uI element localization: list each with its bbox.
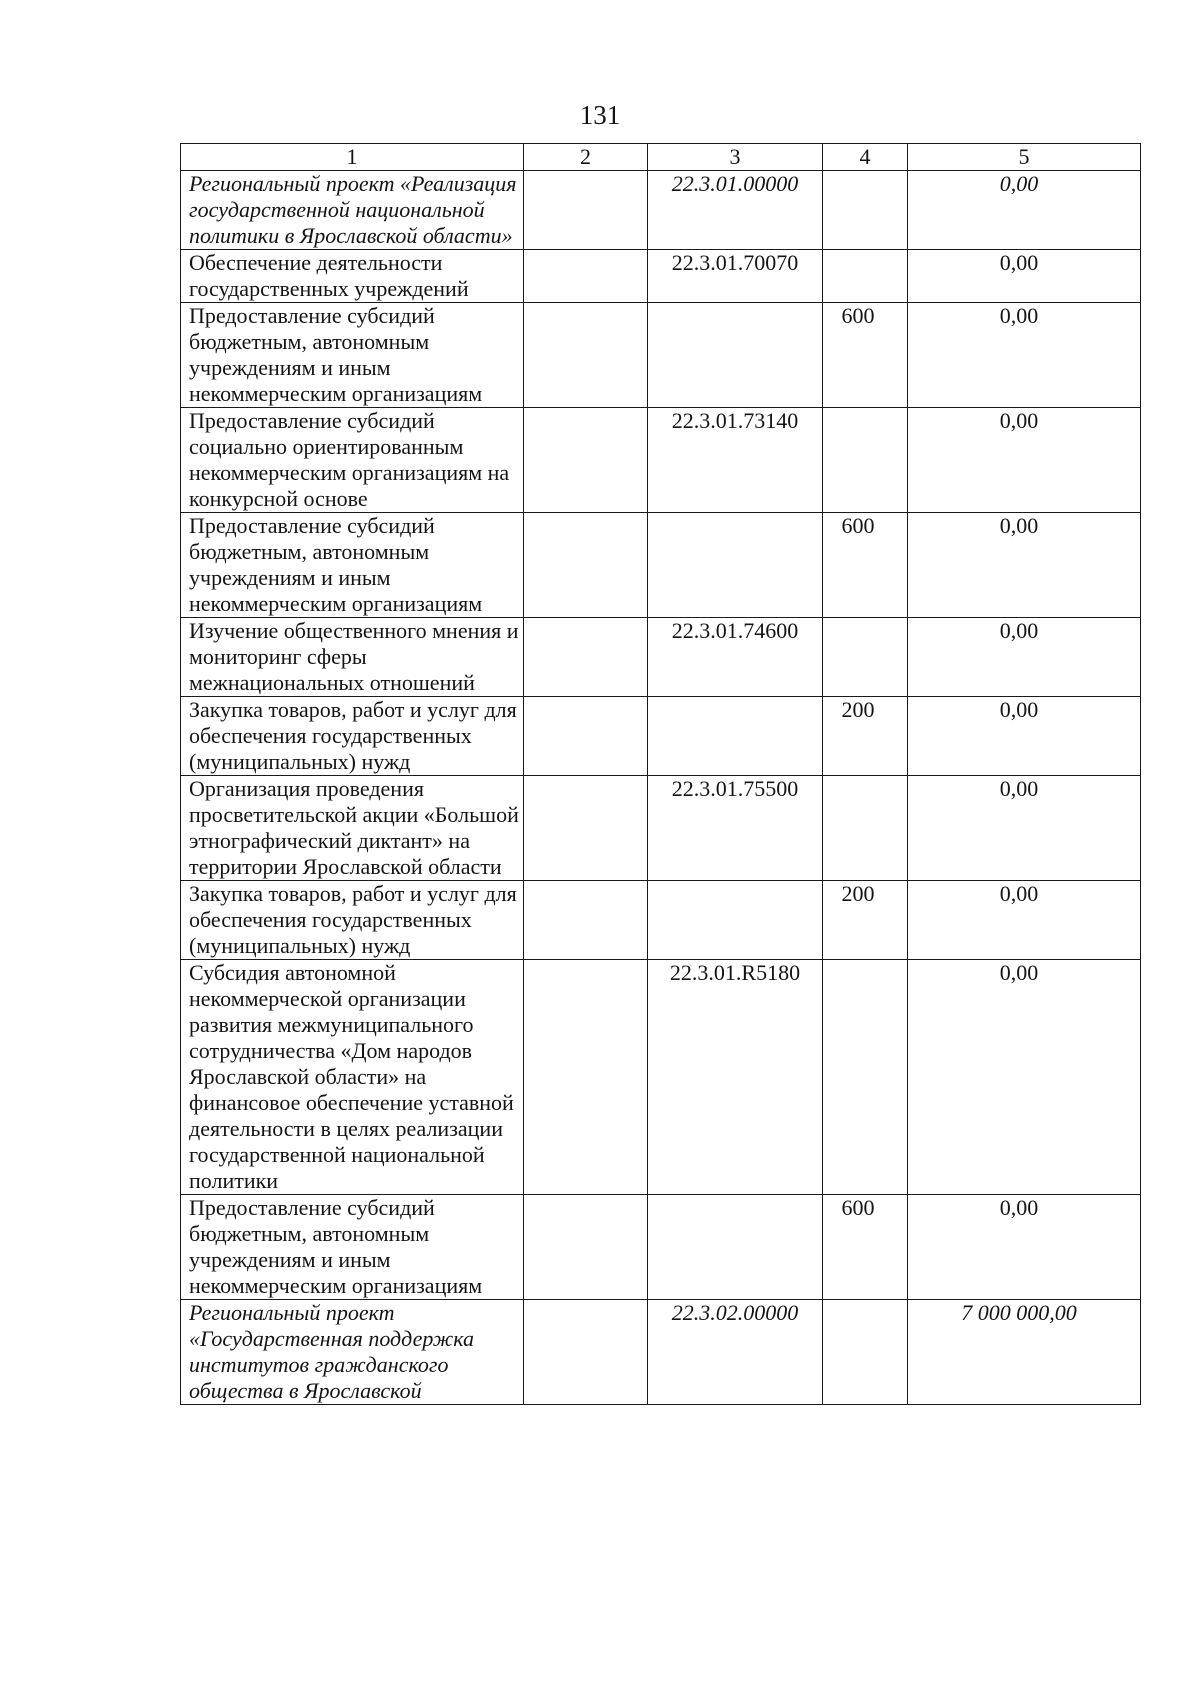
column-2-cell: [524, 776, 648, 881]
expense-type-cell: 200: [823, 697, 908, 776]
column-2-cell: [524, 1300, 648, 1405]
expense-name-cell: Закупка товаров, работ и услуг для обеспечения государственных (муниципальных) нужд: [181, 881, 524, 960]
target-code-cell: 22.3.01.75500: [648, 776, 823, 881]
expense-name-cell: Региональный проект «Государственная поддержка институтов гражданского общества в Ярославской: [181, 1300, 524, 1405]
amount-cell: 0,00: [908, 881, 1141, 960]
target-code-cell: [648, 1195, 823, 1300]
amount-cell: 0,00: [908, 513, 1141, 618]
target-code-cell: [648, 697, 823, 776]
page-number: 131: [579, 100, 621, 130]
amount-cell: 0,00: [908, 250, 1141, 303]
expense-name-cell: Предоставление субсидий бюджетным, автономным учреждениям и иным некоммерческим организациям: [181, 513, 524, 618]
amount-cell: 0,00: [908, 303, 1141, 408]
column-2-cell: [524, 303, 648, 408]
amount-cell: 0,00: [908, 1195, 1141, 1300]
table-row: [181, 303, 1141, 408]
table-row: [181, 697, 1141, 776]
target-code-cell: 22.3.01.00000: [648, 171, 823, 250]
target-code-cell: [648, 513, 823, 618]
expense-name-cell: Изучение общественного мнения и мониторинг сферы межнациональных отношений: [181, 618, 524, 697]
table-row: [181, 776, 1141, 881]
column-header-4: 4: [823, 144, 908, 171]
amount-cell: 0,00: [908, 618, 1141, 697]
amount-cell: 7 000 000,00: [908, 1300, 1141, 1405]
expense-name-cell: Предоставление субсидий социально ориентированным некоммерческим организациям на конкурсной основе: [181, 408, 524, 513]
table-row: [181, 250, 1141, 303]
column-2-cell: [524, 618, 648, 697]
amount-cell: 0,00: [908, 408, 1141, 513]
expense-name-cell: Организация проведения просветительской акции «Большой этнографический диктант» на территории Ярославской области: [181, 776, 524, 881]
column-2-cell: [524, 881, 648, 960]
column-header-3: 3: [648, 144, 823, 171]
column-header-5: 5: [908, 144, 1141, 171]
target-code-cell: [648, 881, 823, 960]
target-code-cell: 22.3.01.73140: [648, 408, 823, 513]
column-2-cell: [524, 408, 648, 513]
expense-type-cell: [823, 171, 908, 250]
table-row: [181, 618, 1141, 697]
amount-cell: 0,00: [908, 776, 1141, 881]
expense-type-cell: 600: [823, 1195, 908, 1300]
column-2-cell: [524, 1195, 648, 1300]
column-2-cell: [524, 250, 648, 303]
expense-type-cell: [823, 250, 908, 303]
expense-type-cell: 600: [823, 303, 908, 408]
expense-name-cell: Субсидия автономной некоммерческой организации развития межмуниципального сотрудничества «Дом народов Ярославской области» на финансовое обеспечение уставной деятельности в целях реализации государственной национальной политики: [181, 960, 524, 1195]
expense-type-cell: [823, 960, 908, 1195]
budget-table: [180, 143, 1141, 1405]
table-body: [181, 171, 1141, 1405]
expense-name-cell: Обеспечение деятельности государственных учреждений: [181, 250, 524, 303]
header-row: [181, 144, 1141, 171]
expense-name-cell: Закупка товаров, работ и услуг для обеспечения государственных (муниципальных) нужд: [181, 697, 524, 776]
amount-cell: 0,00: [908, 697, 1141, 776]
table-row: [181, 1300, 1141, 1405]
target-code-cell: 22.3.01.74600: [648, 618, 823, 697]
column-2-cell: [524, 513, 648, 618]
expense-type-cell: [823, 408, 908, 513]
table-header: [181, 144, 1141, 171]
expense-type-cell: [823, 1300, 908, 1405]
table-row: [181, 1195, 1141, 1300]
column-header-2: 2: [524, 144, 648, 171]
table-row: [181, 408, 1141, 513]
expense-type-cell: [823, 618, 908, 697]
table-row: [181, 171, 1141, 250]
column-2-cell: [524, 171, 648, 250]
amount-cell: 0,00: [908, 960, 1141, 1195]
expense-type-cell: [823, 776, 908, 881]
column-header-1: 1: [181, 144, 524, 171]
table-row: [181, 513, 1141, 618]
column-2-cell: [524, 697, 648, 776]
table-row: [181, 960, 1141, 1195]
expense-type-cell: 200: [823, 881, 908, 960]
target-code-cell: 22.3.01.R5180: [648, 960, 823, 1195]
target-code-cell: [648, 303, 823, 408]
amount-cell: 0,00: [908, 171, 1141, 250]
expense-name-cell: Региональный проект «Реализация государственной национальной политики в Ярославской области»: [181, 171, 524, 250]
target-code-cell: 22.3.01.70070: [648, 250, 823, 303]
expense-name-cell: Предоставление субсидий бюджетным, автономным учреждениям и иным некоммерческим организациям: [181, 1195, 524, 1300]
target-code-cell: 22.3.02.00000: [648, 1300, 823, 1405]
expense-name-cell: Предоставление субсидий бюджетным, автономным учреждениям и иным некоммерческим организациям: [181, 303, 524, 408]
column-2-cell: [524, 960, 648, 1195]
table-row: [181, 881, 1141, 960]
expense-type-cell: 600: [823, 513, 908, 618]
